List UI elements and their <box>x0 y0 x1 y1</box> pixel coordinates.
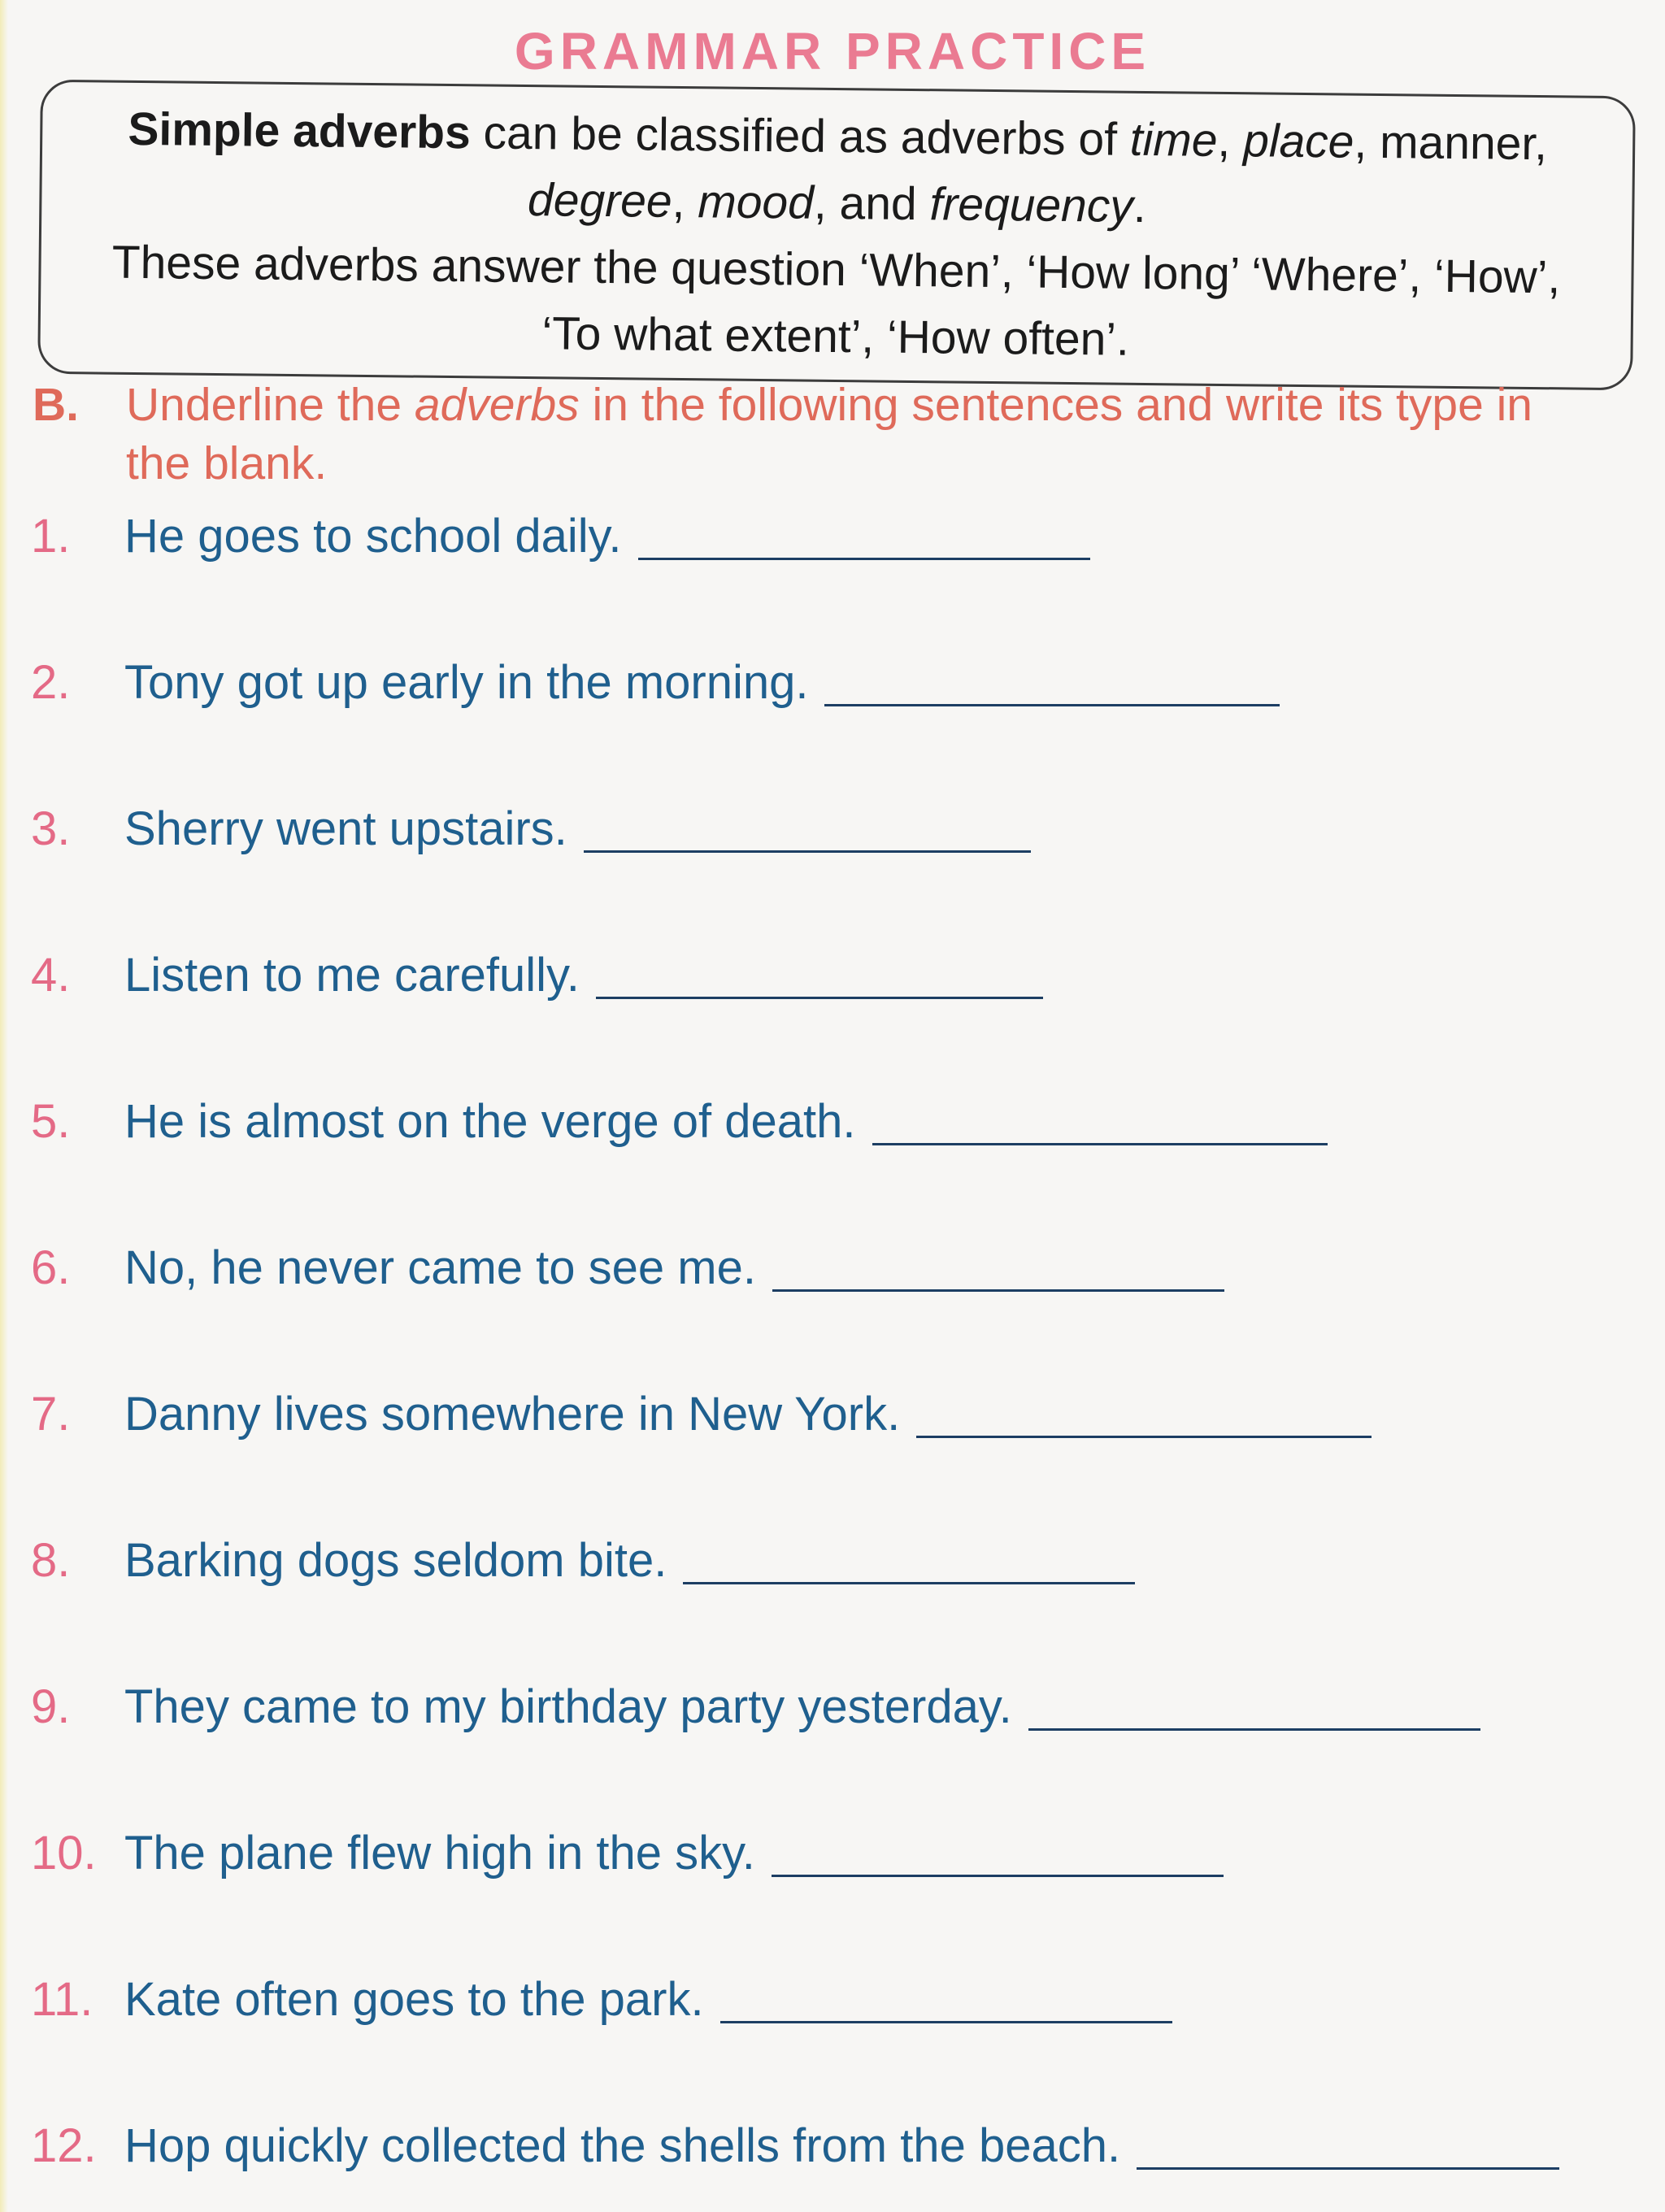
list-item <box>31 1972 1641 2045</box>
item-number: 11. <box>31 1973 93 2026</box>
list-item <box>31 655 1641 728</box>
list-item <box>31 1241 1641 1314</box>
rule-bold-lead: Simple adverbs <box>128 102 472 159</box>
rule-term-frequency: frequency <box>929 178 1134 232</box>
answer-blank[interactable] <box>584 850 1031 853</box>
answer-blank[interactable] <box>596 997 1043 999</box>
item-sentence: Listen to me carefully. <box>124 949 580 1002</box>
list-item <box>31 509 1641 582</box>
answer-blank[interactable] <box>683 1582 1135 1584</box>
answer-blank[interactable] <box>872 1143 1328 1145</box>
item-number: 2. <box>31 656 71 709</box>
item-sentence: No, he never came to see me. <box>124 1241 756 1294</box>
item-sentence: Danny lives somewhere in New York. <box>124 1388 901 1441</box>
item-number: 9. <box>31 1680 71 1733</box>
rule-line-4: ‘To what extent’, ‘How often’. <box>541 307 1130 366</box>
item-sentence: Barking dogs seldom bite. <box>124 1534 667 1587</box>
item-number: 12. <box>31 2119 97 2172</box>
answer-blank[interactable] <box>1028 1728 1480 1731</box>
instruction-text: the blank. <box>126 437 328 489</box>
item-number: 5. <box>31 1095 71 1148</box>
list-item <box>31 1387 1641 1460</box>
rule-box <box>37 80 1636 391</box>
answer-blank[interactable] <box>824 704 1280 706</box>
instruction-text: Underline the <box>126 379 415 431</box>
list-item <box>31 802 1641 875</box>
rule-sep: , and <box>813 176 930 231</box>
rule-term-mood: mood <box>697 176 815 229</box>
rule-sep: , <box>1354 115 1380 168</box>
item-sentence: He goes to school daily. <box>124 510 622 563</box>
item-number: 10. <box>31 1827 97 1880</box>
rule-term-time: time <box>1129 113 1218 167</box>
item-sentence: They came to my birthday party yesterday. <box>124 1680 1012 1733</box>
answer-blank[interactable] <box>1137 2167 1559 2170</box>
rule-line-3: These adverbs answer the question ‘When’, ‘How long’ ‘Where’, ‘How’, <box>111 236 1561 304</box>
list-item <box>31 948 1641 1021</box>
page-title: GRAMMAR PRACTICE <box>514 22 1151 80</box>
answer-blank[interactable] <box>772 1289 1224 1292</box>
answer-blank[interactable] <box>720 2021 1172 2023</box>
rule-sep: , <box>1217 114 1244 167</box>
item-number: 3. <box>31 802 71 855</box>
item-number: 8. <box>31 1534 71 1587</box>
answer-blank[interactable] <box>916 1436 1372 1438</box>
item-sentence: Hop quickly collected the shells from the beach. <box>124 2119 1121 2172</box>
rule-sep: , <box>672 175 698 228</box>
instruction-text: in the following sentences and write its type in <box>579 379 1533 431</box>
instruction-italic: adverbs <box>414 379 580 431</box>
rule-sep: , <box>1533 117 1548 171</box>
list-item <box>31 1680 1641 1753</box>
item-sentence: Sherry went upstairs. <box>124 802 567 855</box>
rule-text: can be classified as adverbs of <box>470 106 1131 166</box>
item-sentence: Kate often goes to the park. <box>124 1973 704 2026</box>
page-edge <box>0 0 8 2212</box>
rule-term-degree: degree <box>527 174 672 228</box>
rule-term-manner: manner <box>1379 115 1535 170</box>
item-sentence: He is almost on the verge of death. <box>124 1095 856 1148</box>
item-number: 7. <box>31 1388 71 1441</box>
exercise-instructions <box>33 376 1650 493</box>
list-item <box>31 1533 1641 1606</box>
rule-term-place: place <box>1242 115 1354 168</box>
item-number: 1. <box>31 510 71 563</box>
answer-blank[interactable] <box>638 558 1090 560</box>
list-item <box>31 2119 1641 2192</box>
list-item <box>31 1094 1641 1167</box>
item-number: 4. <box>31 949 71 1002</box>
item-sentence: The plane flew high in the sky. <box>124 1827 755 1880</box>
answer-blank[interactable] <box>772 1875 1224 1877</box>
item-number: 6. <box>31 1241 71 1294</box>
item-sentence: Tony got up early in the morning. <box>124 656 809 709</box>
list-item <box>31 1826 1641 1899</box>
rule-sep: . <box>1132 180 1147 232</box>
exercise-letter: B. <box>33 379 79 431</box>
